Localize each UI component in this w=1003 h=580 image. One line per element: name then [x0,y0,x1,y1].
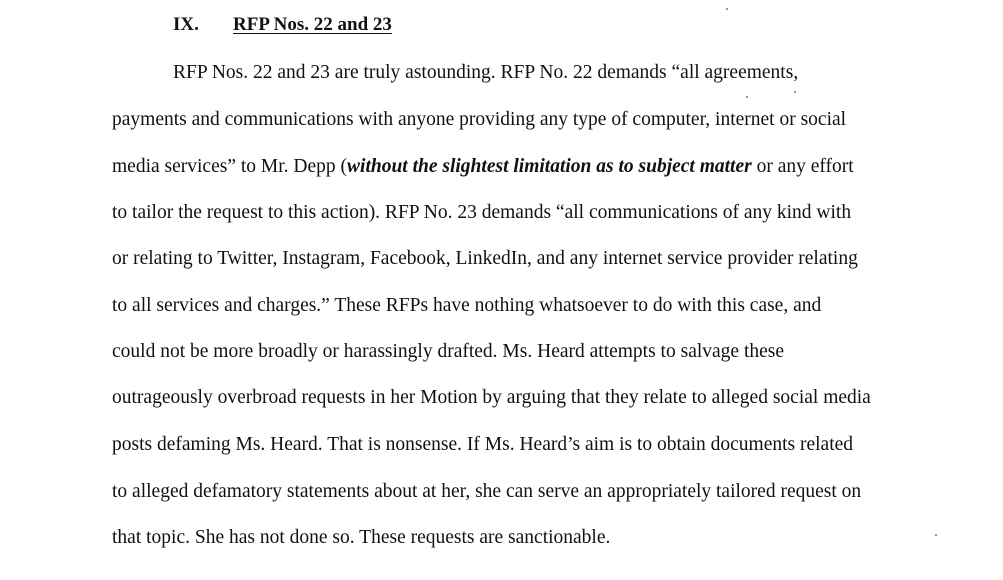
paragraph-line-3 [112,155,854,179]
paragraph-line-1: RFP Nos. 22 and 23 are truly astounding. RFP No. 22 demands “all agreements, [173,62,799,83]
paragraph-line-2: payments and communications with anyone providing any type of computer, internet or social [112,109,847,130]
paragraph-line-8: outrageously overbroad requests in her Motion by arguing that they relate to alleged social media [112,387,871,408]
paragraph-line-10: to alleged defamatory statements about at her, she can serve an appropriately tailored request on [112,481,862,502]
line-3-after: or any effort [751,156,854,177]
line-3-before: media services” to Mr. Depp ( [112,156,348,177]
scan-speck [935,534,937,536]
section-heading [173,14,392,36]
paragraph-line-11: that topic. She has not done so. These requests are sanctionable. [112,527,611,548]
scan-speck [746,96,748,98]
scan-speck [726,8,728,10]
paragraph-line-6: to all services and charges.” These RFPs have nothing whatsoever to do with this case, and [112,295,822,316]
paragraph-line-9: posts defaming Ms. Heard. That is nonsense. If Ms. Heard’s aim is to obtain documents related [112,434,854,455]
scan-speck [794,91,796,93]
paragraph-line-4: to tailor the request to this action). RFP No. 23 demands “all communications of any kind with [112,202,852,223]
paragraph-line-7: could not be more broadly or harassingly drafted. Ms. Heard attempts to salvage these [112,341,785,362]
emphasized-phrase: without the slightest limitation as to subject matter [347,156,752,177]
section-number: IX. [173,14,199,35]
section-title: RFP Nos. 22 and 23 [233,14,392,35]
paragraph-line-5: or relating to Twitter, Instagram, Facebook, LinkedIn, and any internet service provider relating [112,248,858,269]
